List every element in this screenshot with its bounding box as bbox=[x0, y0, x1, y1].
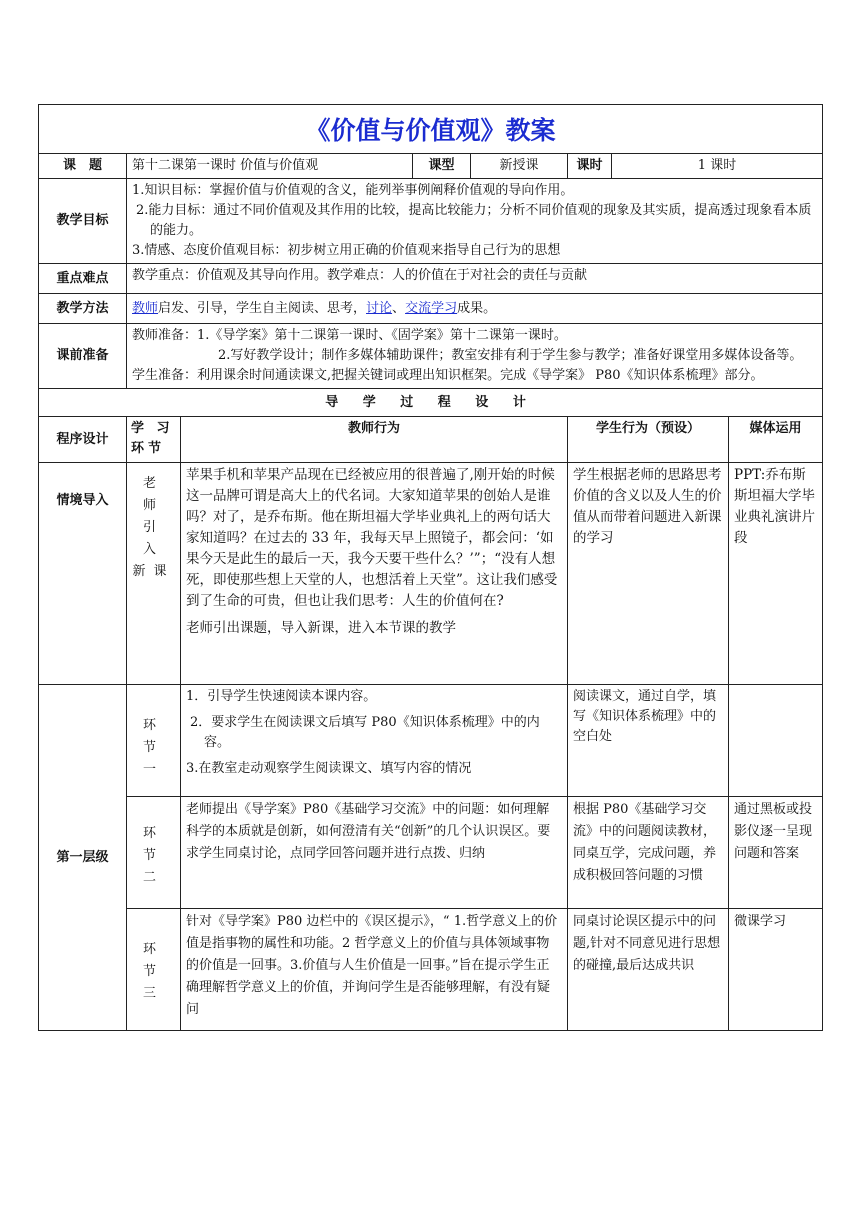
intro-teacher bbox=[181, 463, 568, 685]
intro-program: 情境导入 bbox=[39, 463, 127, 685]
header-step: 学 习 环节 bbox=[127, 417, 181, 463]
step1-teacher-1: 1．引导学生快速阅读本课内容。 bbox=[186, 689, 377, 704]
header-program: 程序设计 bbox=[39, 417, 127, 463]
lesson-plan-table bbox=[38, 104, 823, 1031]
header-teacher: 教师行为 bbox=[181, 417, 568, 463]
intro-student: 学生根据老师的思路思考价值的含义以及人生的价值从而带着问题进入新课的学习 bbox=[568, 463, 729, 685]
preparation-content bbox=[127, 324, 823, 389]
methods-text-1: 启发、引导，学生自主阅读、思考， bbox=[158, 300, 367, 316]
header-student: 学生行为（预设） bbox=[568, 417, 729, 463]
link-teacher[interactable]: 教师 bbox=[132, 300, 159, 316]
student-prep: 学生准备：利用课余时间通读课文,把握关键词或理出知识框架。完成《导学案》 P80《知识体系梳理》部分。 bbox=[132, 368, 764, 383]
methods-text-3: 成果。 bbox=[457, 300, 497, 316]
step1-teacher-3: 3.在教室走动观察学生阅读课文、填写内容的情况 bbox=[186, 761, 472, 776]
type-label: 课型 bbox=[413, 154, 471, 179]
objective-1: 1.知识目标：掌握价值与价值观的含义，能列举事例阐释价值观的导向作用。 bbox=[132, 183, 574, 198]
hours-label: 课时 bbox=[568, 154, 612, 179]
step1-label: 环 节 一 bbox=[127, 685, 181, 797]
lesson-plan-sheet bbox=[38, 104, 822, 1031]
methods-label: 教学方法 bbox=[39, 294, 127, 324]
methods-text-2: 、 bbox=[392, 300, 406, 316]
lesson-label: 课 题 bbox=[39, 154, 127, 179]
step1-student: 阅读课文，通过自学，填写《知识体系梳理》中的空白处 bbox=[568, 685, 729, 797]
step2-teacher: 老师提出《导学案》P80《基础学习交流》中的问题：如何理解科学的本质就是创新，如何澄清有关“创新”的几个认识误区。要求学生同桌讨论，点同学回答问题并进行点拨、归纳 bbox=[181, 797, 568, 909]
link-discussion[interactable]: 讨论 bbox=[366, 300, 393, 316]
intro-teacher-p1: 苹果手机和苹果产品现在已经被应用的很普遍了,刚开始的时候这一品牌可谓是高大上的代名词。大家知道苹果的创始人是谁吗？对了，是乔布斯。他在斯坦福大学毕业典礼上的两句话大家知道吗？在过去的 33 年，我每天早上照镜子，都会问：‘如果今天是此生的最后一天，我今天要干些什么？’”；“没有人想死，即使那些想上天堂的人，也想活着上天堂”。这让我们感受到了生命的可贵，但也让我们思考：人生的价值何在? bbox=[186, 467, 558, 609]
link-exchange-learning[interactable]: 交流学习 bbox=[405, 300, 458, 316]
intro-teacher-p2: 老师引出课题，导入新课，进入本节课的教学 bbox=[186, 620, 456, 636]
methods-content bbox=[127, 294, 823, 324]
type-value: 新授课 bbox=[471, 154, 568, 179]
header-media: 媒体运用 bbox=[729, 417, 823, 463]
step2-label: 环 节 二 bbox=[127, 797, 181, 909]
teacher-prep-1: 教师准备：1.《导学案》第十二课第一课时、《固学案》第十二课第一课时。 bbox=[132, 328, 567, 343]
intro-step: 老 师 引 入 新课 bbox=[127, 463, 181, 685]
teacher-prep-2: 2.写好教学设计；制作多媒体辅助课件；教室安排有利于学生参与教学；准备好课堂用多媒体设备等。 bbox=[218, 348, 803, 363]
objectives-label: 教学目标 bbox=[39, 179, 127, 264]
step3-label: 环 节 三 bbox=[127, 909, 181, 1031]
objectives-content bbox=[127, 179, 823, 264]
step1-teacher-2: 2．要求学生在阅读课文后填写 P80《知识体系梳理》中的内容。 bbox=[190, 715, 540, 750]
objective-3: 3.情感、态度价值观目标：初步树立用正确的价值观来指导自己行为的思想 bbox=[132, 243, 561, 258]
page-title: 《价值与价值观》教案 bbox=[39, 105, 823, 154]
lesson-value: 第十二课第一课时 价值与价值观 bbox=[127, 154, 413, 179]
preparation-label: 课前准备 bbox=[39, 324, 127, 389]
step3-media: 微课学习 bbox=[729, 909, 823, 1031]
step1-teacher bbox=[181, 685, 568, 797]
key-points-label: 重点难点 bbox=[39, 264, 127, 294]
step1-media bbox=[729, 685, 823, 797]
step3-student: 同桌讨论误区提示中的问题,针对不同意见进行思想的碰撞,最后达成共识 bbox=[568, 909, 729, 1031]
objective-2: 2.能力目标：通过不同价值观及其作用的比较，提高比较能力；分析不同价值观的现象及其实质，提高透过现象看本质的能力。 bbox=[136, 203, 812, 238]
intro-media: PPT:乔布斯斯坦福大学毕业典礼演讲片段 bbox=[729, 463, 823, 685]
key-points-text: 教学重点：价值观及其导向作用。教学难点：人的价值在于对社会的责任与贡献 bbox=[127, 264, 823, 294]
step2-media: 通过黑板或投影仪逐一呈现问题和答案 bbox=[729, 797, 823, 909]
step2-student: 根据 P80《基础学习交流》中的问题阅读教材，同桌互学，完成问题，养成积极回答问题的习惯 bbox=[568, 797, 729, 909]
level1-label: 第一层级 bbox=[39, 685, 127, 1031]
step3-teacher: 针对《导学案》P80 边栏中的《误区提示》，“ 1.哲学意义上的价值是指事物的属性和功能。2 哲学意义上的价值与具体领域事物的价值是一回事。3.价值与人生价值是一回事。”旨在提示学生正确理解哲学意义上的价值，并询问学生是否能够理解，有没有疑问 bbox=[181, 909, 568, 1031]
hours-value: 1 课时 bbox=[612, 154, 823, 179]
section-heading: 导 学 过 程 设 计 bbox=[39, 389, 823, 417]
